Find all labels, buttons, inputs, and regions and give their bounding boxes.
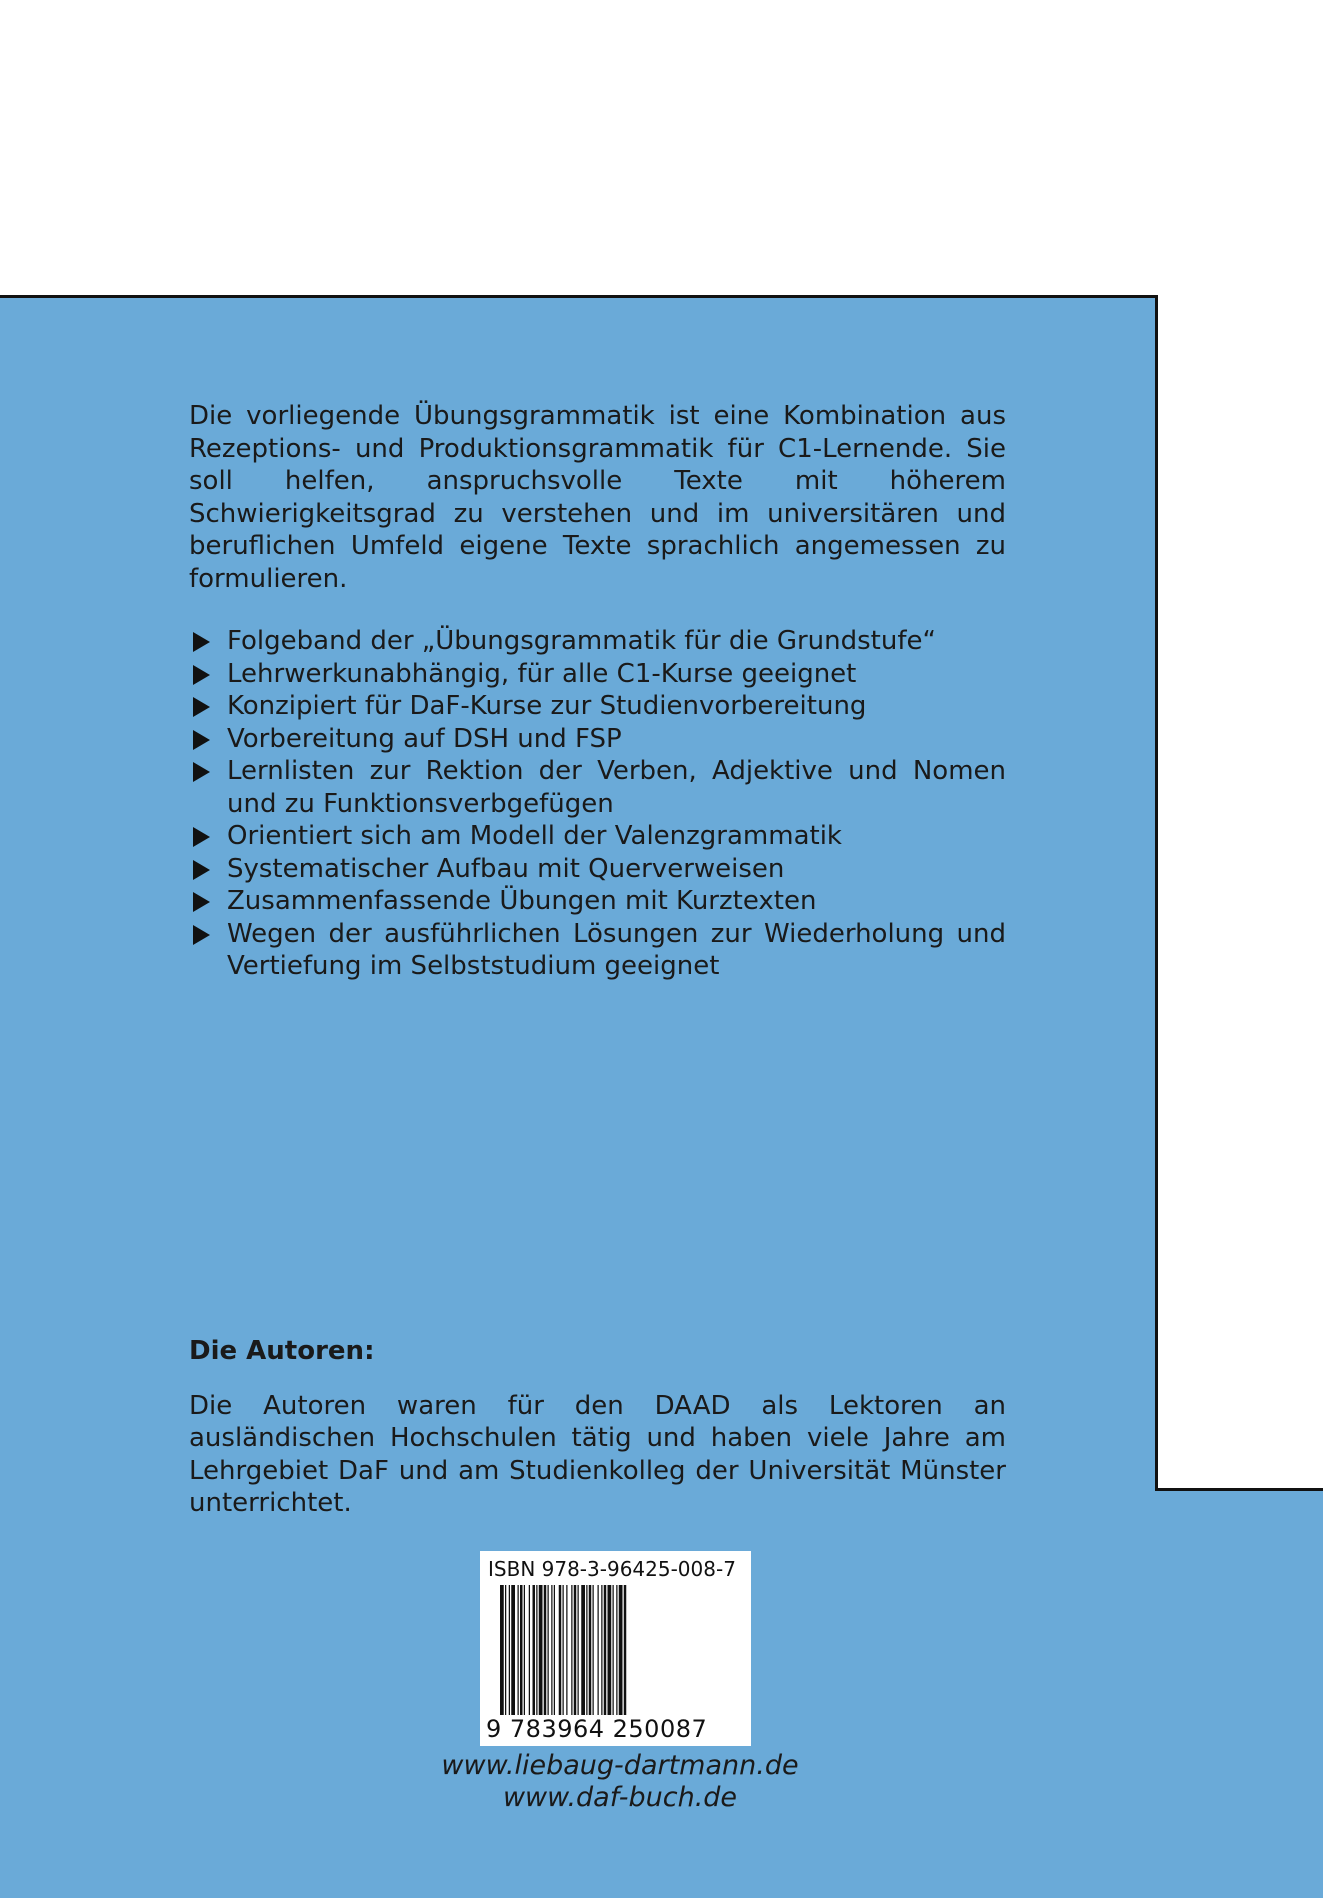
barcode-bar [593, 1585, 594, 1725]
barcode-bar [524, 1585, 525, 1725]
feature-text: Systematischer Aufbau mit Querverweisen [227, 853, 785, 884]
feature-item [189, 625, 1006, 658]
barcode-bar [604, 1585, 607, 1725]
barcode-icon [500, 1585, 730, 1725]
publisher-url: www.daf-buch.de [502, 1782, 738, 1813]
barcode-bar [518, 1585, 519, 1725]
triangle-right-icon [193, 665, 210, 685]
barcode-bar [500, 1585, 504, 1725]
barcode-bar [589, 1585, 592, 1725]
barcode-bar [533, 1585, 536, 1725]
barcode-bar [601, 1585, 602, 1725]
triangle-right-icon [193, 892, 210, 912]
barcode-bar [586, 1585, 587, 1725]
feature-item [189, 690, 1006, 723]
feature-text: Wegen der ausführlichen Lösungen zur Wiederholung und Vertiefung im Selbststudium geeignet [227, 918, 1006, 981]
triangle-right-icon [193, 860, 210, 880]
barcode-bar [509, 1585, 510, 1725]
feature-item [189, 820, 1006, 853]
blurb-section [189, 400, 1006, 983]
barcode-bar [578, 1585, 579, 1725]
barcode-bar [536, 1585, 537, 1725]
feature-text: Orientiert sich am Modell der Valenzgrammatik [227, 821, 842, 851]
isbn-barcode [480, 1551, 751, 1746]
barcode-bar [520, 1585, 523, 1725]
barcode-bar [559, 1585, 562, 1725]
triangle-right-icon [193, 632, 210, 652]
feature-text: Folgeband der „Übungsgrammatik für die Grundstufe“ [227, 626, 936, 656]
authors-text: Die Autoren waren für den DAAD als Lektoren an ausländischen Hochschulen tätig und haben viele Jahre am Lehrgebiet DaF und am Studienkolleg der Universität Münster unterrichtet. [189, 1390, 1006, 1518]
triangle-right-icon [193, 730, 210, 750]
barcode-bar [548, 1585, 549, 1725]
feature-list [189, 625, 1006, 983]
triangle-right-icon [193, 762, 210, 782]
barcode-bar [544, 1585, 547, 1725]
isbn-label: ISBN 978-3-96425-008-7 [488, 1557, 736, 1581]
barcode-bar [554, 1585, 555, 1725]
feature-text: Vorbereitung auf DSH und FSP [227, 723, 622, 754]
barcode-bar [571, 1585, 572, 1725]
barcode-bar [551, 1585, 552, 1725]
feature-item [189, 755, 1006, 820]
barcode-bar [616, 1585, 617, 1725]
publisher-url: www.liebaug-dartmann.de [441, 1750, 799, 1781]
barcode-bar [505, 1585, 506, 1725]
barcode-bar [613, 1585, 614, 1725]
barcode-bar [608, 1585, 612, 1725]
intro-paragraph: Die vorliegende Übungsgrammatik ist eine Kombination aus Rezeptions- und Produktionsgrammatik für C1-Lernende. Sie soll helfen, anspruchsvolle Texte mit höherem Schwierigkeitsgrad zu verstehen und im universitären und beruflichen Umfeld eigene Texte sprachlich angemessen zu formulieren. [189, 401, 1006, 594]
feature-item [189, 853, 1006, 886]
barcode-bar [566, 1585, 567, 1725]
barcode-bar [624, 1585, 627, 1725]
barcode-bar [563, 1585, 564, 1725]
feature-text: Lernlisten zur Rektion der Verben, Adjektive und Nomen und zu Funktionsverbgefügen [227, 756, 1006, 819]
feature-item [189, 918, 1006, 983]
barcode-bar [539, 1585, 543, 1725]
barcode-bar [529, 1585, 530, 1725]
feature-text: Zusammenfassende Übungen mit Kurztexten [227, 886, 817, 916]
authors-section [189, 1335, 1006, 1520]
barcode-bar [619, 1585, 623, 1725]
feature-item [189, 658, 1006, 691]
barcode-bar [574, 1585, 577, 1725]
ean-number: 9 783964 250087 [486, 1715, 708, 1743]
authors-heading: Die Autoren: [189, 1336, 375, 1366]
feature-text: Konzipiert für DaF-Kurse zur Studienvorbereitung [227, 691, 867, 721]
barcode-bar [511, 1585, 515, 1725]
barcode-bar [581, 1585, 585, 1725]
barcode-bar [598, 1585, 599, 1725]
publisher-urls [380, 1750, 860, 1814]
feature-text: Lehrwerkunabhängig, für alle C1-Kurse geeignet [227, 658, 857, 689]
triangle-right-icon [193, 827, 210, 847]
triangle-right-icon [193, 697, 210, 717]
triangle-right-icon [193, 925, 210, 945]
feature-item [189, 885, 1006, 918]
feature-item [189, 723, 1006, 756]
